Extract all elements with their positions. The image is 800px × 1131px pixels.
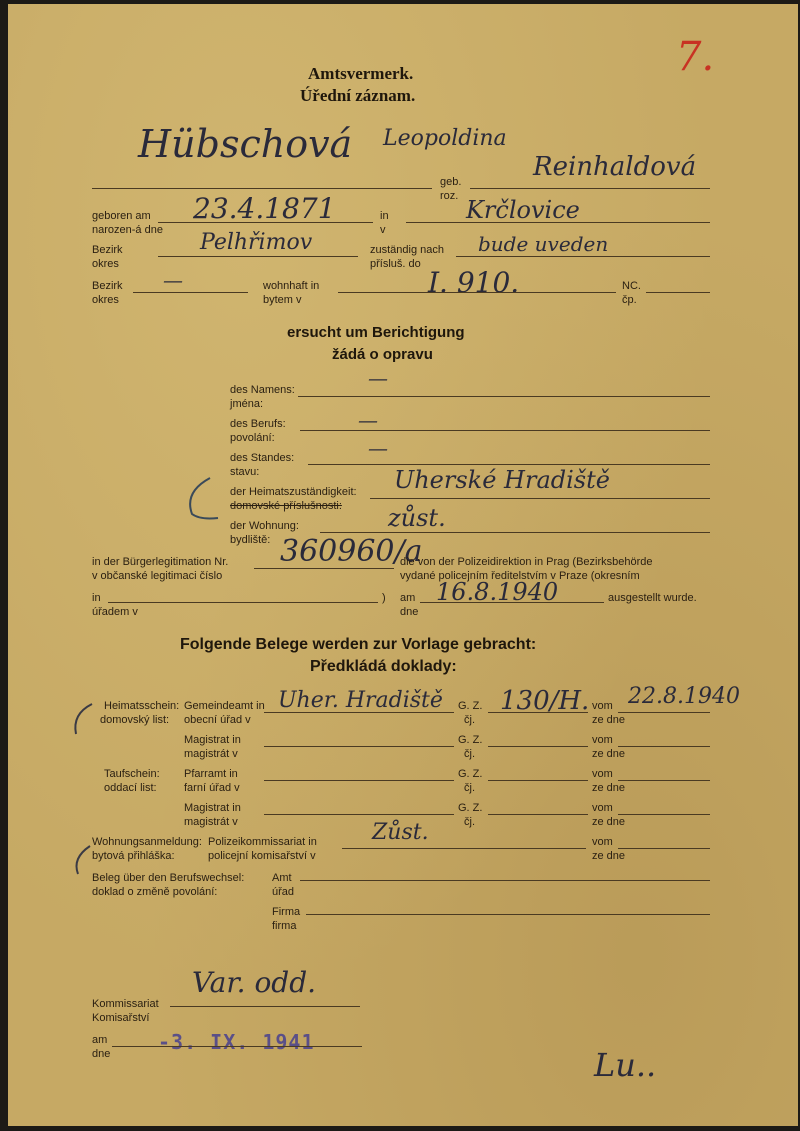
field-status-de: des Standes: (230, 452, 295, 464)
district-handwritten: Pelhřimov (200, 230, 313, 255)
district2-label-de: Bezirk (92, 280, 123, 292)
gemeinde-cs: obecní úřad v (184, 714, 251, 726)
vom-line-2 (618, 746, 710, 747)
gz-line-2 (488, 746, 588, 747)
gz-handwritten: 130/H. (500, 686, 590, 716)
legit-am-de: am (400, 592, 416, 604)
legit-label-de: in der Bürgerlegitimation Nr. (92, 556, 229, 568)
pencil-bracket-mark (180, 474, 220, 524)
kommissariat-handwritten: Var. odd. (192, 966, 317, 999)
resid-label-de: wohnhaft in (263, 280, 320, 292)
field-residence-hw: zůst. (388, 504, 446, 532)
signature-handwritten: Lu.. (594, 1046, 657, 1084)
birth-date-handwritten: 23.4.1871 (193, 192, 336, 225)
legit-date-line (420, 602, 604, 603)
magistrat-2-line (264, 814, 454, 815)
pfarr-line (264, 780, 454, 781)
vom-1: vom (592, 700, 613, 712)
beruf-cs: doklad o změně povolání: (92, 886, 218, 898)
pfarr-de: Pfarramt in (184, 768, 238, 780)
belong-handwritten: bude uveden (478, 232, 609, 256)
born-label-cs: narozen-á dne (92, 224, 163, 236)
footer-am-cs: dne (92, 1048, 111, 1060)
ze-dne-4: ze dne (592, 816, 626, 828)
field-residence-cs: bydliště: (230, 534, 271, 546)
roz-label: roz. (440, 190, 459, 202)
legit-date-handwritten: 16.8.1940 (436, 578, 559, 606)
legit-issued: ausgestellt wurde. (608, 592, 697, 604)
district2-line (133, 292, 248, 293)
district-line (158, 256, 358, 257)
gz-line-4 (488, 814, 588, 815)
tauf-cs: oddací list: (104, 782, 157, 794)
field-name-cs: jména: (230, 398, 264, 410)
field-job-cs: povolání: (230, 432, 275, 444)
residence-line (338, 292, 616, 293)
gemeinde-line (264, 712, 454, 713)
nc-line (646, 292, 710, 293)
field-domicile-cs: domovské příslušnosti: (230, 500, 342, 512)
legit-am-cs: dne (400, 606, 419, 618)
gz-line-1 (488, 712, 588, 713)
cj-1: čj. (464, 714, 475, 726)
nc-label-de: NC. (622, 280, 641, 292)
firma-de: Firma (272, 906, 301, 918)
polizei-cs: policejní komisařství v (208, 850, 316, 862)
pencil-tick-mark-1 (68, 700, 98, 740)
gz-4: G. Z. (458, 802, 483, 814)
maiden-line (470, 188, 710, 189)
beruf-de: Beleg über den Berufswechsel: (92, 872, 245, 884)
in-label-cs: v (380, 224, 386, 236)
born-line (158, 222, 373, 223)
vom-2: vom (592, 734, 613, 746)
polizei-handwritten: Zůst. (372, 820, 429, 845)
magistrat-1-de: Magistrat in (184, 734, 241, 746)
field-domicile-hw: Uherské Hradiště (394, 466, 610, 494)
amt-de: Amt (272, 872, 292, 884)
docs-title-cs: Předkládá doklady: (310, 658, 457, 675)
legit-label-cs: v občanské legitimaci číslo (92, 570, 223, 582)
vom-4: vom (592, 802, 613, 814)
cj-2: čj. (464, 748, 475, 760)
ze-dne-2: ze dne (592, 748, 626, 760)
district-label-de: Bezirk (92, 244, 123, 256)
field-status-hw: — (368, 436, 388, 460)
vom-3: vom (592, 768, 613, 780)
title-czech: Úřední záznam. (300, 86, 416, 105)
born-label-de: geboren am (92, 210, 151, 222)
magistrat-2-de: Magistrat in (184, 802, 241, 814)
field-name-de: des Namens: (230, 384, 295, 396)
request-title-de: ersucht um Berichtigung (287, 324, 465, 341)
gemeinde-de: Gemeindeamt in (184, 700, 265, 712)
firma-line (306, 914, 710, 915)
ze-dne-3: ze dne (592, 782, 626, 794)
legit-in-line (108, 602, 378, 603)
legit-issuer-de: die von der Polizeidirektion in Prag (Bezirksbehörde (400, 556, 653, 568)
belong-label-cs: přísluš. do (370, 258, 421, 270)
field-residence-de: der Wohnung: (230, 520, 299, 532)
date-stamp: -3. IX. 1941 (158, 1030, 315, 1054)
wohn-cs: bytová přihláška: (92, 850, 175, 862)
legit-in-de: in (92, 592, 101, 604)
cj-3: čj. (464, 782, 475, 794)
field-job-hw: — (358, 408, 378, 432)
vom-line-1 (618, 712, 710, 713)
magistrat-2-cs: magistrát v (184, 816, 238, 828)
vom-handwritten: 22.8.1940 (628, 684, 740, 709)
field-status-cs: stavu: (230, 466, 260, 478)
komm-cs: Komisařství (92, 1012, 150, 1024)
surname-handwritten: Hübschová (138, 122, 353, 166)
gemeinde-handwritten: Uher. Hradiště (278, 688, 443, 713)
district-label-cs: okres (92, 258, 119, 270)
komm-line (170, 1006, 360, 1007)
vom-line-3 (618, 780, 710, 781)
gz-1: G. Z. (458, 700, 483, 712)
field-name-line (298, 396, 710, 397)
docs-title-de: Folgende Belege werden zur Vorlage gebracht: (180, 636, 537, 653)
title-german: Amtsvermerk. (308, 64, 414, 83)
field-job-line (300, 430, 710, 431)
pencil-tick-mark-2 (68, 842, 98, 882)
name-line (92, 188, 432, 189)
legit-paren: ) (382, 592, 386, 604)
tauf-de: Taufschein: (104, 768, 160, 780)
field-domicile-de: der Heimatszuständigkeit: (230, 486, 357, 498)
magistrat-1-line (264, 746, 454, 747)
legit-issuer-cs: vydané policejním ředitelstvím v Praze (okresním (400, 570, 640, 582)
polizei-de: Polizeikommissariat in (208, 836, 317, 848)
field-domicile-line (370, 498, 710, 499)
field-name-hw: — (368, 366, 388, 390)
given-name-handwritten: Leopoldina (383, 126, 507, 151)
document-page (8, 4, 798, 1126)
request-title-cs: žádá o opravu (332, 346, 433, 363)
maiden-name-handwritten: Reinhaldová (533, 152, 697, 182)
district2-label-cs: okres (92, 294, 119, 306)
field-status-line (308, 464, 710, 465)
residence-handwritten: I. 910. (428, 266, 520, 299)
firma-cs: firma (272, 920, 297, 932)
heimat-de: Heimatsschein: (104, 700, 180, 712)
komm-de: Kommissariat (92, 998, 159, 1010)
wohn-de: Wohnungsanmeldung: (92, 836, 202, 848)
in-label-de: in (380, 210, 389, 222)
heimat-cs: domovský list: (100, 714, 170, 726)
gz-3: G. Z. (458, 768, 483, 780)
amt-line (300, 880, 710, 881)
field-job-de: des Berufs: (230, 418, 286, 430)
vom-5: vom (592, 836, 613, 848)
field-residence-line (320, 532, 710, 533)
footer-am-de: am (92, 1034, 108, 1046)
birth-place-handwritten: Krčlovice (466, 196, 580, 224)
gz-line-3 (488, 780, 588, 781)
vom-line-5 (618, 848, 710, 849)
pfarr-cs: farní úřad v (184, 782, 240, 794)
red-annotation-mark: 7. (676, 34, 715, 80)
magistrat-1-cs: magistrát v (184, 748, 238, 760)
belong-label-de: zuständig nach (370, 244, 444, 256)
cj-4: čj. (464, 816, 475, 828)
amt-cs: úřad (272, 886, 295, 898)
legit-number-handwritten: 360960/a (280, 534, 423, 569)
nc-label-cs: čp. (622, 294, 637, 306)
polizei-line (342, 848, 586, 849)
ze-dne-1: ze dne (592, 714, 626, 726)
ze-dne-5: ze dne (592, 850, 626, 862)
district2-handwritten: — (163, 268, 183, 292)
legit-number-line (254, 568, 394, 569)
resid-label-cs: bytem v (263, 294, 302, 306)
vom-line-4 (618, 814, 710, 815)
gz-2: G. Z. (458, 734, 483, 746)
place-line (406, 222, 710, 223)
geb-label: geb. (440, 176, 462, 188)
footer-date-line (112, 1046, 362, 1047)
belong-line (456, 256, 710, 257)
legit-in-cs: úřadem v (92, 606, 138, 618)
